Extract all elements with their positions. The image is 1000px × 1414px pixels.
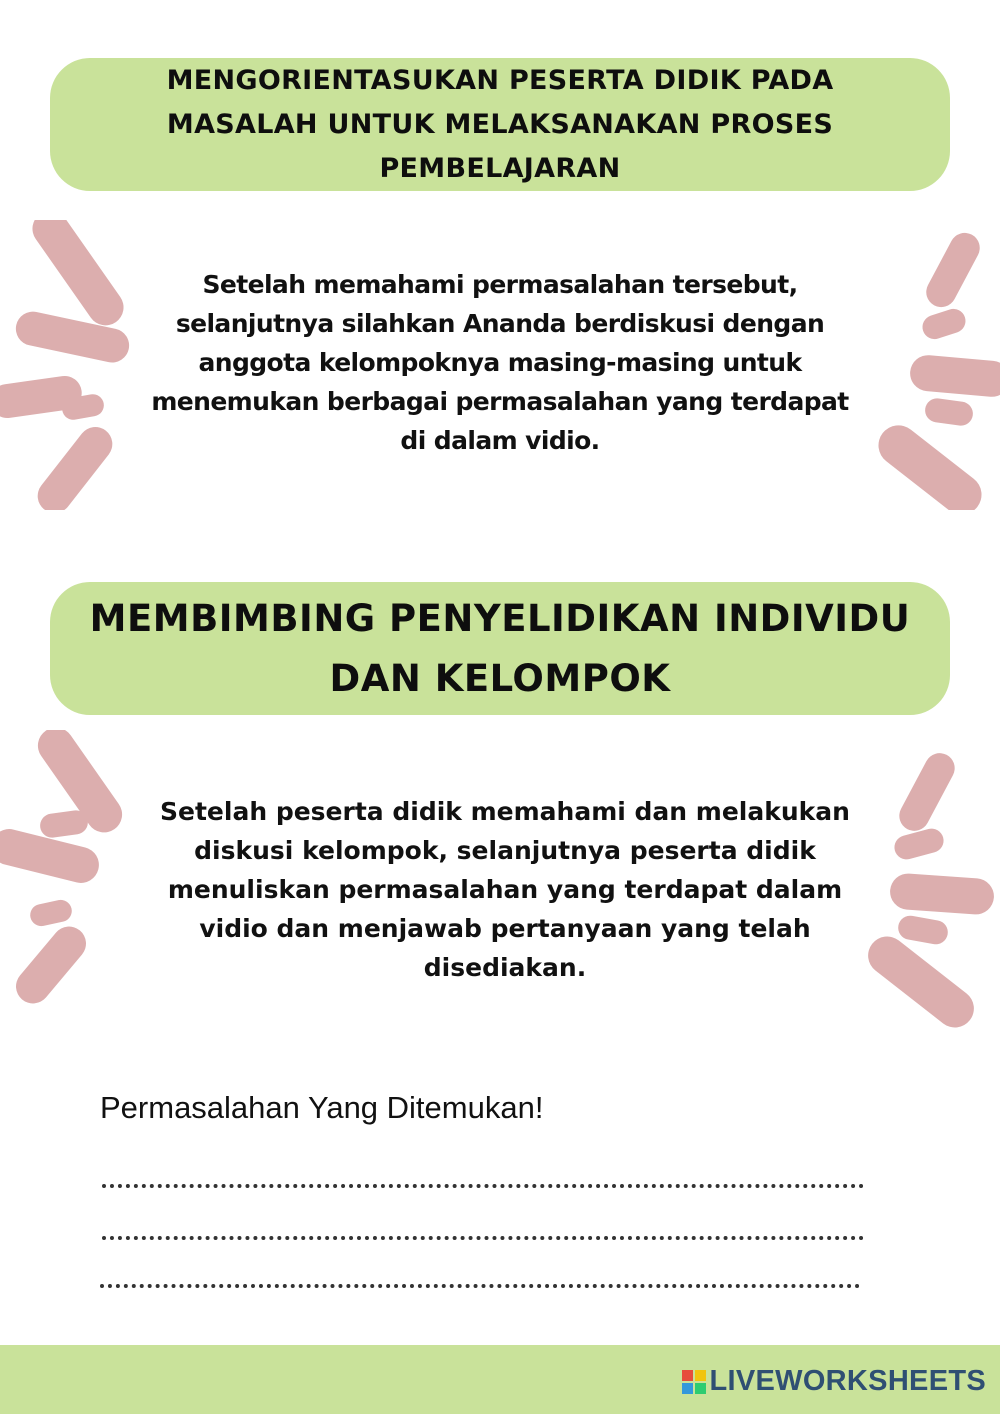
section-body-penyelidikan: Setelah peserta didik memahami dan melakukan diskusi kelompok, selanjutnya peserta didik menuliskan permasalahan yang terdapat dalam vidio dan menjawab pertanyaan yang telah disediakan. (160, 797, 850, 982)
footer-bar (0, 1345, 1000, 1414)
decorative-strokes-right-top (870, 230, 1000, 510)
answer-line-1[interactable] (102, 1184, 864, 1188)
answer-line-2[interactable] (102, 1236, 864, 1240)
section-body-orientasi: Setelah memahami permasalahan tersebut, selanjutnya silahkan Ananda berdiskusi dengan anggota kelompoknya masing-masing untuk menemukan berbagai permasalahan yang terdapat di dalam vidio. (151, 270, 849, 455)
answer-line-3[interactable] (100, 1284, 860, 1288)
section-title-penyelidikan: MEMBIMBING PENYELIDIKAN INDIVIDU DAN KELOMPOK (89, 596, 911, 700)
decorative-strokes-left-top (0, 220, 170, 510)
brand-logo[interactable] (682, 1365, 987, 1398)
section-banner-penyelidikan (50, 582, 950, 715)
decorative-strokes-right-bottom (860, 750, 1000, 1030)
brand-name: LIVEWORKSHEETS (709, 1365, 986, 1397)
section-banner-orientasi (50, 58, 950, 191)
answer-heading: Permasalahan Yang Ditemukan! (100, 1090, 544, 1125)
liveworksheets-icon (682, 1370, 706, 1394)
section-title-orientasi: MENGORIENTASUKAN PESERTA DIDIK PADA MASALAH UNTUK MELAKSANAKAN PROSES PEMBELAJARAN (166, 64, 834, 184)
